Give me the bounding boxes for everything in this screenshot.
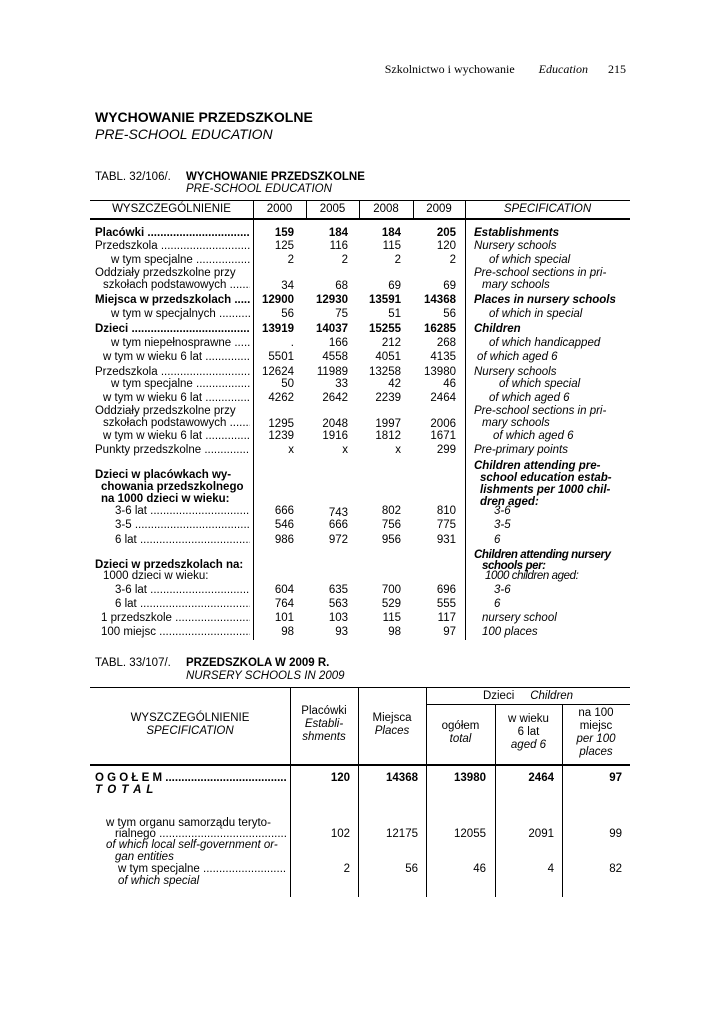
row-label-en: Pre-primary points: [474, 444, 568, 456]
cell: 115: [382, 240, 401, 252]
row-label: 6 lat .....: [95, 598, 250, 611]
cell: 69: [388, 280, 401, 292]
row-label: 3-6 lat .....: [95, 584, 250, 597]
row-label-en: Children: [474, 323, 521, 335]
cell: 33: [335, 378, 348, 390]
section-title: WYCHOWANIE PRZEDSZKOLNE: [95, 109, 313, 125]
table2-header-per-100-en: places: [579, 746, 613, 758]
row-label-en-cont: gan entities: [115, 851, 174, 863]
cell: 13919: [262, 323, 294, 335]
cell: 764: [274, 598, 294, 610]
cell: 34: [281, 280, 294, 292]
row-label: Oddziały przedszkolne przy: [95, 405, 236, 417]
table2-header-per-100-en: per 100: [576, 733, 616, 745]
cell: 46: [473, 863, 486, 875]
row-label: w tym w wieku 6 lat .....: [95, 430, 250, 443]
row-label: Dzieci w placówkach wy-: [95, 469, 232, 481]
table2-header-children-en: Children: [530, 690, 574, 702]
row-label-en: of which aged 6: [477, 351, 558, 363]
cell: 2464: [528, 772, 554, 784]
table2-header-places-en: Places: [374, 725, 410, 737]
table2-header-establishments-en: shments: [302, 731, 346, 743]
cell: 97: [443, 626, 456, 638]
cell: 75: [335, 308, 348, 320]
cell: 555: [436, 598, 456, 610]
cell: .: [290, 337, 294, 349]
row-label: w tym specjalne .....: [95, 254, 250, 267]
cell: 931: [436, 534, 456, 546]
row-label-en: Establishments: [474, 227, 559, 239]
cell: 12055: [454, 828, 486, 840]
cell: 98: [281, 626, 294, 638]
cell: 775: [436, 519, 456, 531]
cell: 2: [287, 254, 294, 266]
section-title-en: PRE-SCHOOL EDUCATION: [95, 126, 273, 142]
row-label-en: of which local self-government or-: [106, 839, 278, 851]
table2-number: TABL. 33/107/.: [95, 657, 171, 669]
table1-col-divider: [465, 200, 466, 640]
row-label-en: of which aged 6: [493, 430, 574, 442]
row-label-en: Pre-school sections in pri-: [474, 267, 607, 279]
cell: 2239: [375, 392, 401, 404]
cell: 159: [274, 227, 294, 239]
row-label-en: T O T A L: [95, 784, 155, 796]
cell: 2642: [322, 392, 348, 404]
row-label-en-cont: lishments per 1000 chil-: [480, 484, 611, 496]
table2-header-children: [426, 690, 630, 703]
cell: 184: [381, 227, 401, 239]
cell: 2006: [430, 418, 456, 430]
cell: 68: [335, 280, 348, 292]
cell: 4135: [430, 351, 456, 363]
row-label: Punkty przedszkolne .....: [95, 444, 250, 457]
cell: 184: [328, 227, 348, 239]
cell: 2464: [430, 392, 456, 404]
row-label-en-cont: dren aged:: [480, 496, 539, 508]
cell: 2: [341, 254, 348, 266]
cell: 56: [443, 308, 456, 320]
row-label-en: 100 places: [482, 626, 538, 638]
table2-children-rule: [426, 704, 630, 705]
cell: 700: [381, 584, 401, 596]
cell: 16285: [424, 323, 456, 335]
cell: 546: [274, 519, 294, 531]
table2-header-spec: WYSZCZEGÓLNIENIE: [130, 712, 250, 724]
cell: x: [342, 444, 348, 456]
row-label-en: Pre-school sections in pri-: [474, 405, 607, 417]
cell: x: [288, 444, 294, 456]
row-label-en-cont: mary schools: [482, 417, 550, 429]
row-label-en: Children attending nursery: [474, 549, 611, 561]
row-label: Dzieci .....: [95, 323, 250, 336]
page-number: 215: [608, 62, 626, 76]
cell: 743: [328, 507, 348, 519]
running-head-title-pl: Szkolnictwo i wychowanie: [384, 62, 515, 76]
cell: 125: [274, 240, 294, 252]
table2-header-total: ogółem: [441, 720, 480, 732]
row-label: O G Ó Ł E M .....: [95, 772, 287, 785]
cell: 1916: [322, 430, 348, 442]
cell: 11989: [316, 366, 348, 378]
row-label-en: 6: [494, 598, 501, 610]
table1-header-2008: 2008: [373, 203, 399, 215]
cell: 116: [329, 240, 348, 252]
row-label-en: 3-5: [494, 519, 511, 531]
cell: 666: [274, 505, 294, 517]
table1-header-2005: 2005: [319, 203, 346, 215]
row-label: 6 lat .....: [95, 534, 250, 547]
table1-header-specification: SPECIFICATION: [503, 203, 592, 215]
cell: 212: [381, 337, 401, 349]
row-label: 3-6 lat .....: [95, 505, 250, 518]
cell: 810: [436, 505, 456, 517]
table2-header-per-100: miejsc: [579, 720, 613, 732]
table2-title-en: NURSERY SCHOOLS IN 2009: [186, 670, 345, 682]
row-label: w tym specjalne .....: [95, 378, 250, 391]
cell: 101: [274, 612, 294, 624]
table2-header-aged: 6 lat: [517, 726, 540, 738]
row-label-en: Nursery schools: [474, 366, 557, 378]
row-label-en: 3-6: [494, 584, 511, 596]
cell: 756: [381, 519, 401, 531]
row-label-en: of which special: [499, 378, 581, 390]
table1-header-top-rule: [90, 200, 630, 201]
table1-title: WYCHOWANIE PRZEDSZKOLNE: [186, 171, 365, 183]
row-label: Placówki .....: [95, 227, 250, 240]
cell: 115: [382, 612, 401, 624]
cell: 13980: [454, 772, 486, 784]
table1-header-bottom-rule: [90, 218, 630, 220]
row-label: 1 przedszkole .....: [95, 612, 250, 625]
table2-title: PRZEDSZKOLA W 2009 R.: [186, 657, 330, 669]
row-label-en: of which special: [489, 254, 571, 266]
running-head-title-en: Education: [538, 62, 588, 76]
cell: 56: [281, 308, 294, 320]
cell: 14368: [386, 772, 418, 784]
cell: 14037: [316, 323, 348, 335]
cell: 12175: [386, 828, 418, 840]
cell: 99: [609, 828, 622, 840]
cell: 972: [328, 534, 348, 546]
cell: 69: [443, 280, 456, 292]
row-label-en: of which in special: [489, 308, 583, 320]
cell: 120: [330, 772, 350, 784]
row-label-en: Children attending pre-: [474, 460, 601, 472]
cell: 956: [381, 534, 401, 546]
row-label: Miejsca w przedszkolach .....: [95, 294, 250, 307]
table2-header-aged: w wieku: [508, 713, 549, 725]
row-label: w tym w wieku 6 lat .....: [95, 392, 250, 405]
table2-header-places: Miejsca: [372, 712, 412, 724]
cell: 50: [281, 378, 294, 390]
row-label-en: 6: [494, 534, 501, 546]
cell: 1997: [375, 418, 401, 430]
row-label: w tym niepełnosprawne .....: [95, 337, 250, 350]
row-label: 3-5 .....: [95, 519, 250, 532]
row-label-en-cont: schools per:: [482, 560, 546, 572]
row-label-en: Places in nursery schools: [474, 294, 616, 306]
cell: 102: [330, 828, 350, 840]
cell: 12930: [316, 294, 348, 306]
row-label-cont: na 1000 dzieci w wieku:: [101, 493, 230, 505]
row-label: Przedszkola .....: [95, 366, 250, 379]
row-label: Przedszkola .....: [95, 240, 250, 253]
table2-header-per-100: na 100: [578, 707, 614, 719]
cell: 13591: [369, 294, 401, 306]
cell: 2: [449, 254, 456, 266]
cell: 4: [547, 863, 554, 875]
row-label-en: nursery school: [482, 612, 557, 624]
cell: 299: [436, 444, 456, 456]
cell: 2: [394, 254, 401, 266]
cell: 696: [436, 584, 456, 596]
cell: 205: [436, 227, 456, 239]
cell: 268: [436, 337, 456, 349]
cell: 42: [388, 378, 401, 390]
table2-header-aged-en: aged 6: [510, 739, 547, 751]
cell: 56: [405, 863, 418, 875]
cell: 51: [388, 308, 401, 320]
cell: 604: [274, 584, 294, 596]
cell: 46: [443, 378, 456, 390]
cell: 666: [328, 519, 348, 531]
cell: 97: [609, 772, 622, 784]
cell: 4558: [322, 351, 348, 363]
row-label-cont: szkołach podstawowych .....: [95, 279, 250, 292]
cell: 103: [328, 612, 348, 624]
table2-header-total-en: total: [449, 733, 472, 745]
cell: 12900: [262, 294, 294, 306]
row-label: 100 miejsc .....: [95, 626, 250, 639]
cell: 98: [388, 626, 401, 638]
cell: x: [395, 444, 401, 456]
cell: 2: [343, 863, 350, 875]
cell: 93: [335, 626, 348, 638]
table1-title-en: PRE-SCHOOL EDUCATION: [186, 183, 332, 195]
cell: 635: [328, 584, 348, 596]
row-label-en-cont: mary schools: [482, 279, 550, 291]
row-label-en-cont: school education estab-: [480, 472, 612, 484]
cell: 120: [436, 240, 456, 252]
cell: 166: [328, 337, 348, 349]
cell: 13258: [369, 366, 401, 378]
row-label-en: of which handicapped: [489, 337, 601, 349]
cell: 14368: [424, 294, 456, 306]
row-label-en: 3-6: [494, 505, 511, 517]
cell: 82: [609, 863, 622, 875]
cell: 529: [381, 598, 401, 610]
cell: 2091: [528, 828, 554, 840]
row-label: Dzieci w przedszkolach na:: [95, 559, 244, 571]
table2-header-establishments: Placówki: [301, 705, 347, 717]
cell: 13980: [424, 366, 456, 378]
table2-header-spec-en: SPECIFICATION: [146, 725, 234, 737]
cell: 4051: [375, 351, 401, 363]
row-label-en: Nursery schools: [474, 240, 557, 252]
table1-number: TABL. 32/106/.: [95, 171, 171, 183]
cell: 5501: [268, 351, 294, 363]
running-head: [385, 62, 626, 77]
table2-header-children-pl: Dzieci: [482, 690, 515, 702]
row-label-cont: 1000 dzieci w wieku:: [103, 570, 209, 582]
row-label: w tym organu samorządu teryto-: [106, 817, 271, 829]
table2-header-establishments-en: Establi-: [304, 718, 344, 730]
cell: 1239: [268, 430, 294, 442]
row-label: w tym specjalne .....: [118, 863, 287, 876]
cell: 2048: [322, 418, 348, 430]
cell: 117: [437, 612, 456, 624]
cell: 563: [328, 598, 348, 610]
row-label: w tym w wieku 6 lat .....: [95, 351, 250, 364]
row-label-en: of which special: [118, 875, 200, 887]
row-label-en-cont: 1000 children aged:: [485, 570, 579, 582]
table2-top-rule: [90, 687, 630, 688]
cell: 986: [274, 534, 294, 546]
table1-header-spec: WYSZCZEGÓLNIENIE: [112, 203, 231, 215]
cell: 4262: [268, 392, 294, 404]
cell: 15255: [369, 323, 401, 335]
row-label-cont: szkołach podstawowych .....: [95, 417, 250, 430]
row-label-cont: rialnego .....: [115, 828, 287, 841]
row-label: w tym w specjalnych .....: [95, 308, 250, 321]
cell: 1812: [375, 430, 401, 442]
table1-header-2009: 2009: [426, 203, 452, 215]
cell: 1295: [268, 418, 294, 430]
cell: 802: [381, 505, 401, 517]
row-label: Oddziały przedszkolne przy: [95, 267, 236, 279]
table2-header-bottom-rule: [90, 764, 630, 766]
row-label-en: of which aged 6: [489, 392, 570, 404]
cell: 12624: [262, 366, 294, 378]
table1-header-2000: 2000: [266, 203, 293, 215]
cell: 1671: [430, 430, 456, 442]
row-label-cont: chowania przedszkolnego: [101, 481, 244, 493]
